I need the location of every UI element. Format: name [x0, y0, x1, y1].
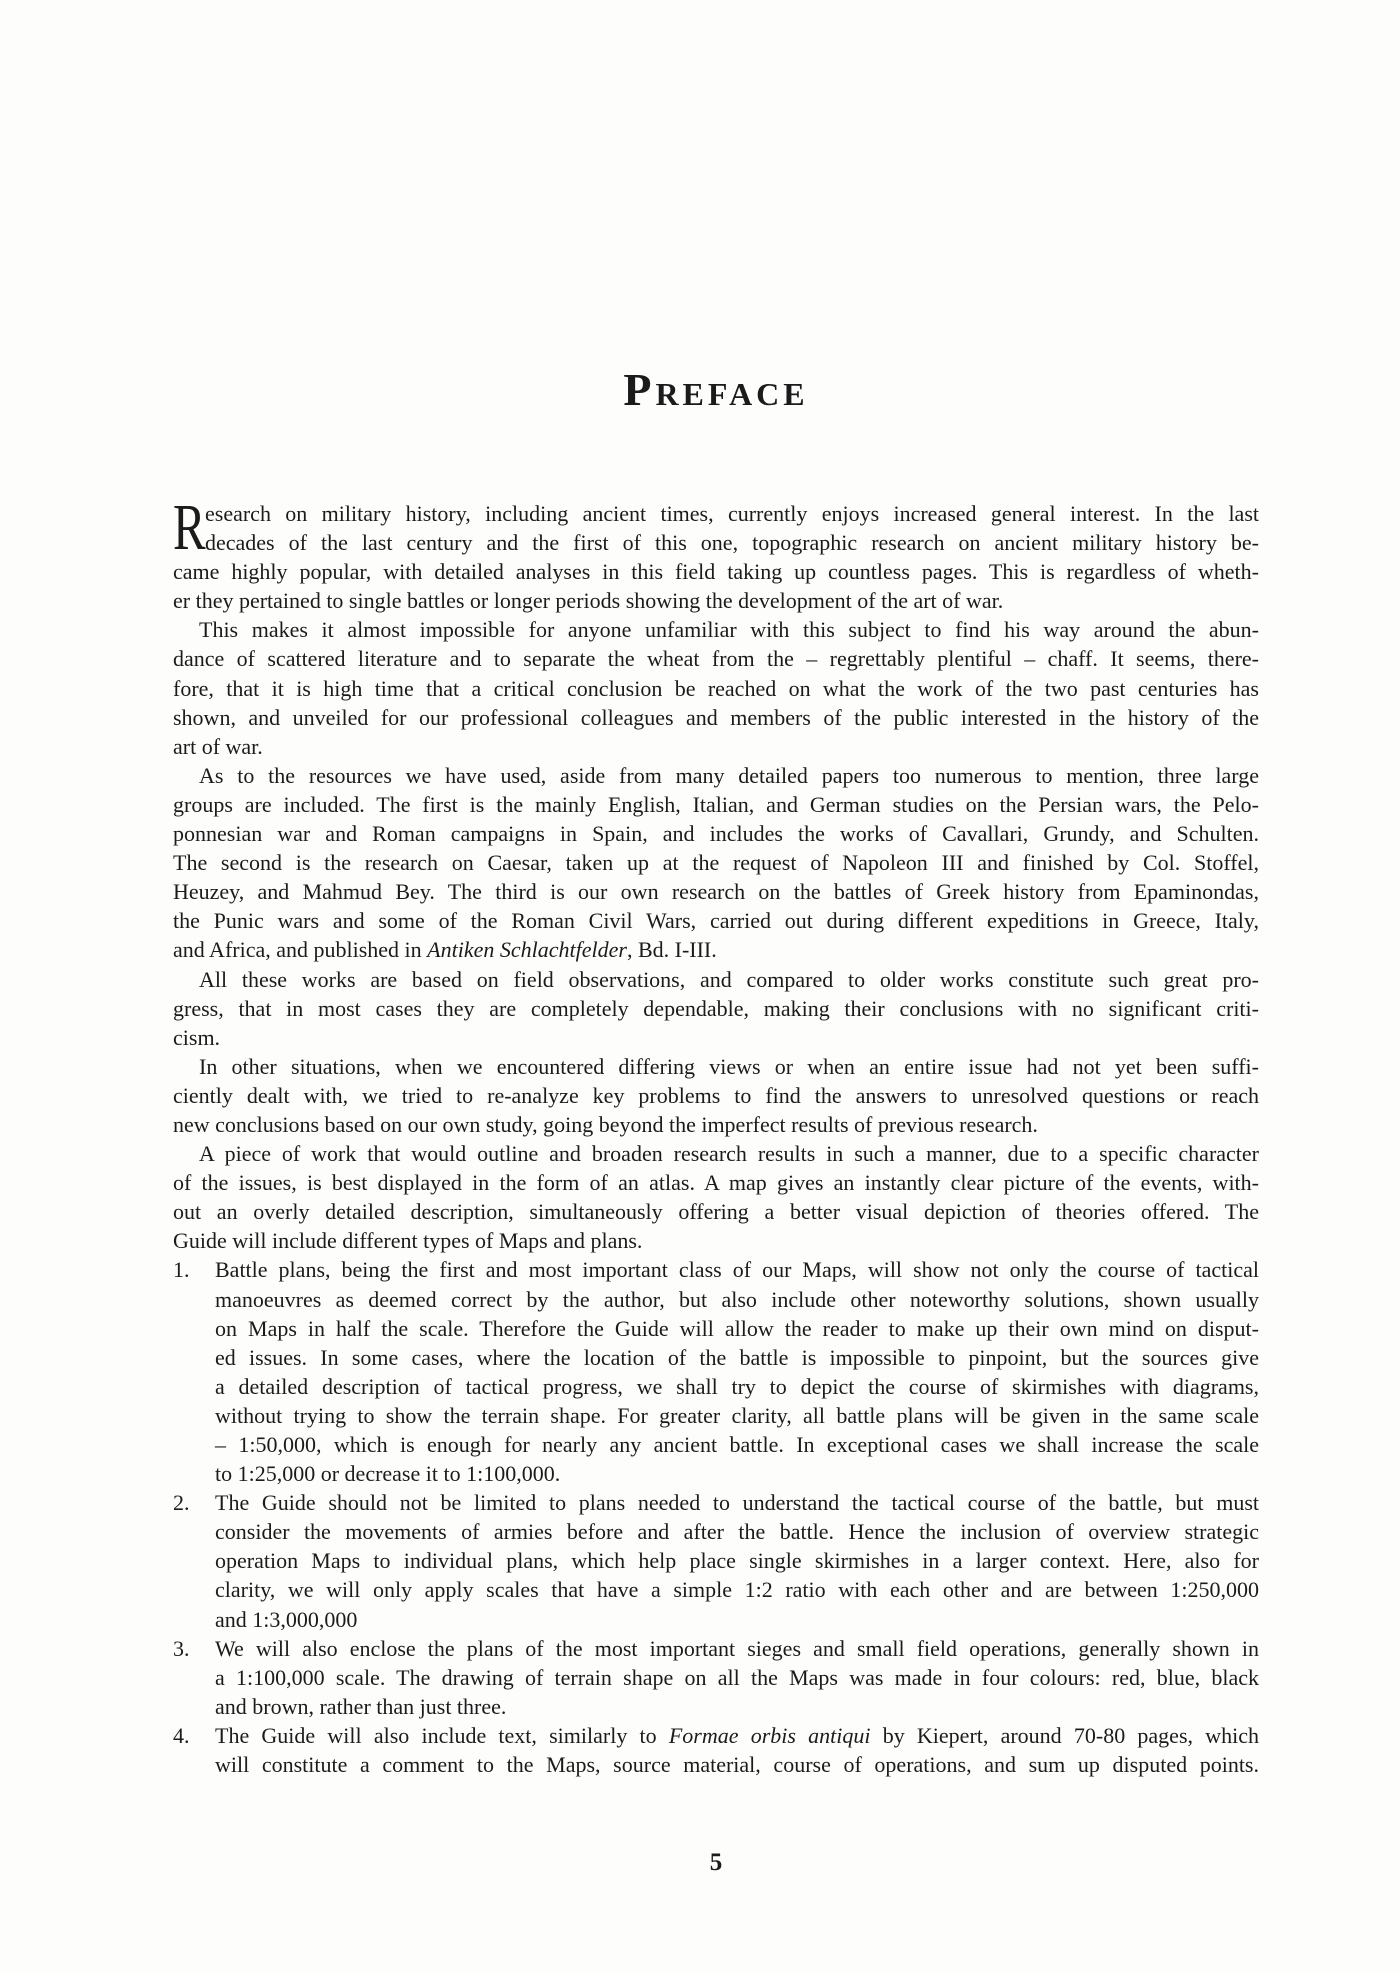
list-marker: 4.: [173, 1722, 190, 1748]
text-line: er they pertained to single battles or longer periods showing the development of the art of war.: [173, 588, 1004, 614]
text-line: [173, 1721, 1259, 1750]
body-text: [173, 491, 1259, 1779]
text-line: ponnesian war and Roman campaigns in Spain, and includes the works of Cavallari, Grundy, and Schulten.: [173, 821, 1259, 847]
drop-cap: R: [173, 491, 206, 564]
text-line: clarity, we will only apply scales that have a simple 1:2 ratio with each other and are between 1:250,000: [215, 1577, 1259, 1603]
text-line: and 1:3,000,000: [215, 1606, 358, 1632]
text-line: ed issues. In some cases, where the location of the battle is impossible to pinpoint, but the sources give: [215, 1344, 1259, 1370]
text-line: operation Maps to individual plans, which help place single skirmishes in a larger context. Here, also for: [215, 1548, 1259, 1574]
text-line: manoeuvres as deemed correct by the author, but also include other noteworthy solutions, shown usually: [215, 1286, 1259, 1312]
text-line: esearch on military history, including ancient times, currently enjoys increased general interest. In the last: [205, 501, 1259, 526]
text-line: In other situations, when we encountered differing views or when an entire issue had not yet been suffi-: [199, 1053, 1259, 1079]
text-line: came highly popular, with detailed analyses in this field taking up countless pages. This is regardless of wheth-: [173, 559, 1259, 585]
text-line: out an overly detailed description, simultaneously offering a better visual depiction of theories offered. The: [173, 1199, 1259, 1225]
page-title: Preface: [623, 364, 809, 415]
text-segment: , Bd. I-III.: [626, 937, 717, 963]
text-line: cism.: [173, 1024, 221, 1050]
paragraph: [173, 491, 1259, 615]
text-segment: by Kiepert, around 70-80 pages, which: [870, 1722, 1259, 1748]
text-line: to 1:25,000 or decrease it to 1:100,000.: [215, 1461, 561, 1487]
text-segment: The Guide will also include text, similarly to: [215, 1722, 669, 1748]
text-line: consider the movements of armies before and after the battle. Hence the inclusion of overview strategic: [215, 1519, 1259, 1545]
text-line: dance of scattered literature and to separate the wheat from the – regrettably plentiful – chaff. It seems, there-: [173, 646, 1259, 672]
text-line: We will also enclose the plans of the most important sieges and small field operations, generally shown in: [215, 1635, 1259, 1661]
text-line: decades of the last century and the first of this one, topographic research on ancient military history be-: [205, 530, 1259, 556]
numbered-list: [173, 1255, 1259, 1779]
text-segment: and Africa, and published in: [173, 937, 428, 963]
text-line: art of war.: [173, 733, 263, 759]
list-item: [173, 1634, 1259, 1721]
text-line: A piece of work that would outline and broaden research results in such a manner, due to a specific character: [199, 1141, 1259, 1167]
text-line: Battle plans, being the first and most important class of our Maps, will show not only the course of tactical: [215, 1257, 1259, 1283]
text-line: fore, that it is high time that a critical conclusion be reached on what the work of the two past centuries has: [173, 675, 1259, 701]
list-marker: 2.: [173, 1490, 190, 1516]
text-line: gress, that in most cases they are completely dependable, making their conclusions with no significant criti-: [173, 995, 1259, 1021]
paragraph: [173, 1139, 1259, 1255]
text-line: without trying to show the terrain shape. For greater clarity, all battle plans will be given in the same scale: [215, 1402, 1259, 1428]
text-line: The Guide should not be limited to plans needed to understand the tactical course of the battle, but must: [215, 1490, 1259, 1516]
text-line: the Punic wars and some of the Roman Civil Wars, carried out during different expeditions in Greece, Italy,: [173, 908, 1259, 934]
text-line: The second is the research on Caesar, taken up at the request of Napoleon III and finished by Col. Stoffel,: [173, 850, 1259, 876]
text-line: Guide will include different types of Maps and plans.: [173, 1228, 643, 1254]
page-number: 5: [709, 1849, 723, 1876]
text-line: [173, 935, 1259, 964]
list-item: [173, 1255, 1259, 1488]
text-line: will constitute a comment to the Maps, source material, course of operations, and sum up disputed points.: [215, 1752, 1259, 1778]
text-line: groups are included. The first is the mainly English, Italian, and German studies on the Persian wars, the Pelo-: [173, 791, 1259, 817]
text-line: new conclusions based on our own study, going beyond the imperfect results of previous research.: [173, 1111, 1038, 1137]
text-line: – 1:50,000, which is enough for nearly any ancient battle. In exceptional cases we shall increase the scale: [215, 1432, 1259, 1457]
text-line: ciently dealt with, we tried to re-analyze key problems to find the answers to unresolved questions or reach: [173, 1082, 1259, 1108]
text-line: shown, and unveiled for our professional colleagues and members of the public interested in the history of the: [173, 704, 1259, 730]
text-line: on Maps in half the scale. Therefore the Guide will allow the reader to make up their own mind on disput-: [215, 1315, 1259, 1341]
text-line: and brown, rather than just three.: [215, 1693, 507, 1719]
text-line: This makes it almost impossible for anyone unfamiliar with this subject to find his way around the abun-: [199, 617, 1259, 643]
paragraph: [173, 1052, 1259, 1139]
text-line: of the issues, is best displayed in the form of an atlas. A map gives an instantly clear picture of the events, with-: [173, 1170, 1259, 1196]
list-marker: 3.: [173, 1635, 190, 1661]
list-marker: 1.: [173, 1257, 190, 1283]
text-line: a 1:100,000 scale. The drawing of terrain shape on all the Maps was made in four colours: red, blue, black: [215, 1664, 1259, 1690]
italic-book-title: Formae orbis antiqui: [668, 1722, 871, 1748]
italic-book-title: Antiken Schlachtfelder: [427, 937, 627, 963]
text-line: As to the resources we have used, aside from many detailed papers too numerous to mention, three large: [199, 762, 1259, 788]
paragraph: [173, 615, 1259, 760]
list-item: [173, 1721, 1259, 1779]
paragraph: [173, 965, 1259, 1052]
text-line: All these works are based on field observations, and compared to older works constitute such great pro-: [199, 966, 1259, 992]
paragraph: [173, 761, 1259, 965]
text-line: a detailed description of tactical progress, we shall try to depict the course of skirmishes with diagrams,: [215, 1373, 1259, 1399]
list-item: [173, 1488, 1259, 1633]
text-line: Heuzey, and Mahmud Bey. The third is our own research on the battles of Greek history from Epaminondas,: [173, 879, 1259, 905]
